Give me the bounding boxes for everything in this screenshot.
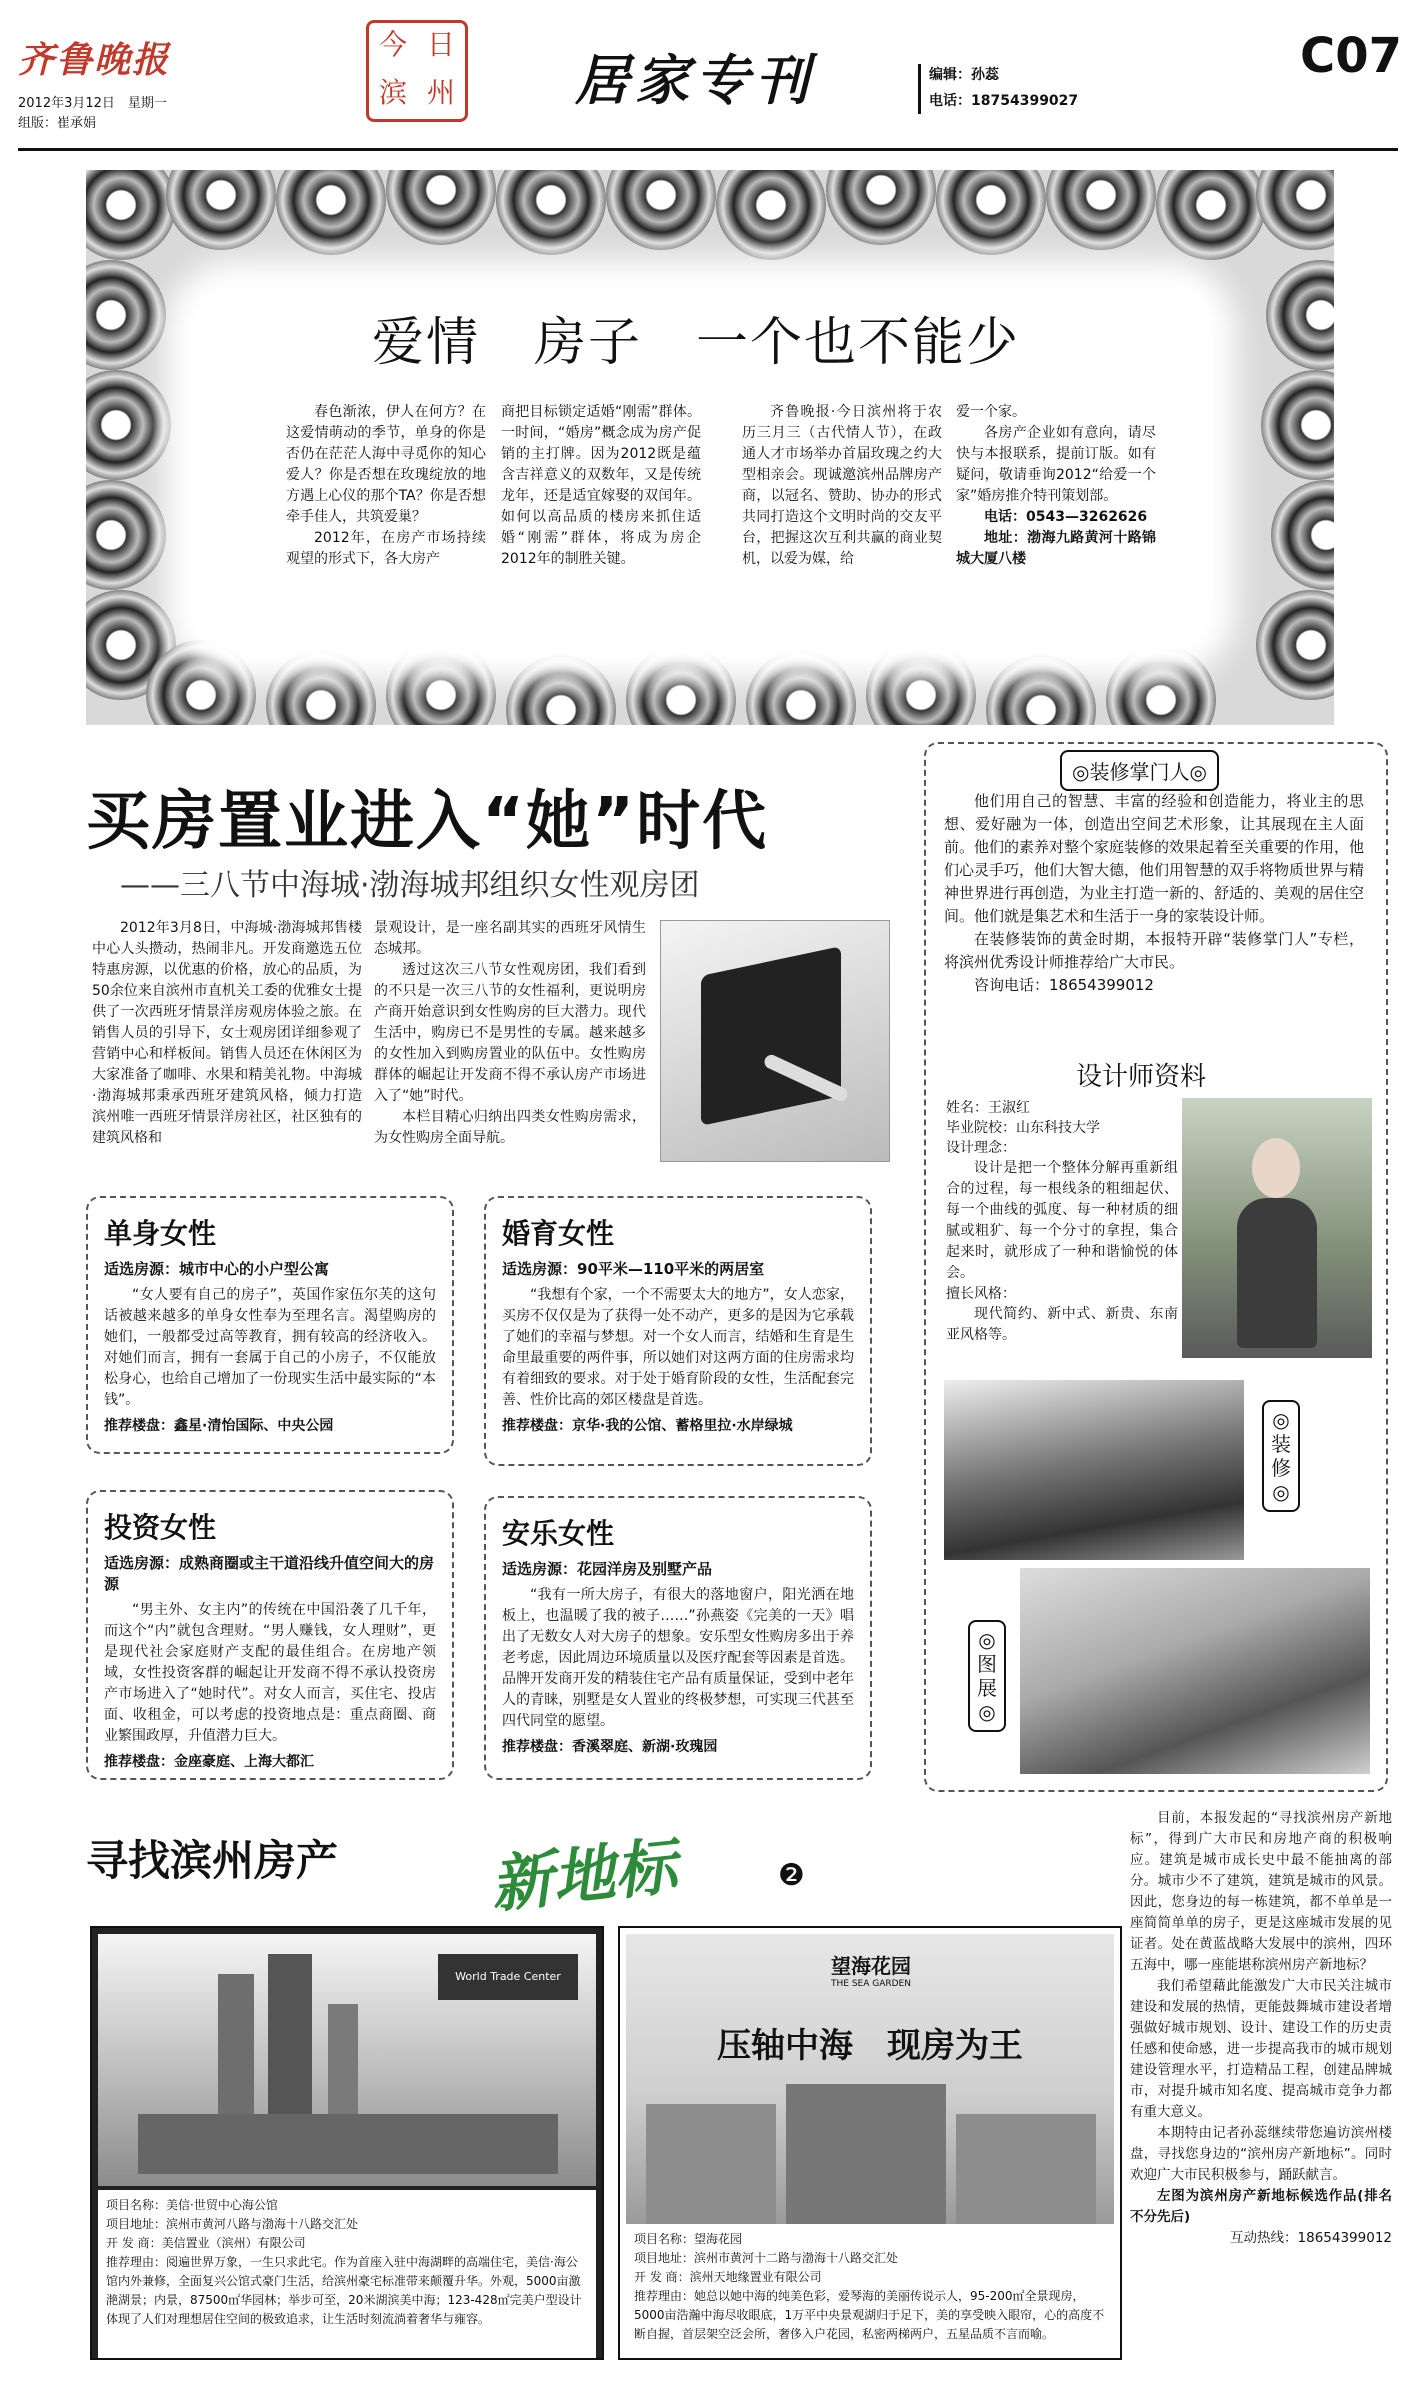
ad-field: 开 发 商：滨州天地缘置业有限公司 (634, 2270, 822, 2284)
category-body: “女人要有自己的房子”，英国作家伍尔芙的这句话被越来越多的单身女性奉为至理名言。渴望购房的她们，一般都受过高等教育，拥有较高的经济收入。对她们而言，拥有一套属于自己的小房子，不仅能放松身心，也给自己增加了一份现实生活中最实际的“本钱”。 (104, 1287, 436, 1408)
feature-para: 商把目标锁定适婚“刚需”群体。一时间，“婚房”概念成为房产促销的主打牌。因为2012既是蕴含吉祥意义的双数年，又是传统龙年，还是适宜嫁娶的双闰年。如何以高品质的楼房来抓住适婚“刚需”群体，将成为房企2012年的制胜关键。 (501, 404, 701, 567)
designer-school: 毕业院校：山东科技大学 (946, 1120, 1100, 1136)
designer-concept-label: 设计理念： (946, 1140, 1016, 1156)
sea-garden-logo-en: THE SEA GARDEN (831, 1979, 911, 1989)
designer-style-label: 擅长风格： (946, 1286, 1016, 1302)
her-era-headline: 买房置业进入“她”时代 (86, 785, 769, 859)
editor-name: 编辑：孙蕊 (929, 67, 999, 83)
wtc-logo (438, 1954, 578, 2000)
seal-char-4: 州 (426, 76, 455, 109)
feature-para: 2012年，在房产市场持续观望的形式下，各大房产 (286, 530, 486, 567)
landmark-script-title: 新地标 (487, 1829, 680, 1922)
designer-heading: 设计师资料 (1076, 1062, 1207, 1092)
category-box-single (86, 1196, 454, 1454)
ad-sea-garden-image (626, 1934, 1114, 2224)
feature-col-2 (501, 402, 701, 570)
ad-sea-garden-text (626, 2228, 1114, 2352)
interior-photo-2 (1020, 1568, 1370, 1774)
editor-box (918, 64, 1129, 114)
rose-image (276, 170, 386, 255)
landmark-headline: 寻找滨州房产 (86, 1836, 339, 1885)
sea-garden-logo-cn: 望海花园 (831, 1954, 911, 1978)
category-recommend: 推荐楼盘：京华·我的公馆、蓄格里拉·水岸绿城 (502, 1418, 793, 1434)
feature-para: 爱一个家。 (956, 404, 1026, 420)
section-title: 居家专刊 (575, 48, 815, 112)
designer-concept: 设计是把一个整体分解再重新组合的过程，每一根线条的粗细起伏、每一个曲线的弧度、每一种材质的细腻或粗犷、每一个分寸的拿捏，集合起来时，就形成了一种和谐愉悦的体会。 (946, 1160, 1178, 1281)
feature-col-4 (956, 402, 1156, 570)
rose-image (1046, 170, 1156, 250)
paper-name: 齐鲁晚报 (18, 39, 171, 81)
feature-col-3 (742, 402, 942, 570)
ad-wtc (90, 1926, 604, 2360)
category-body: “男主外、女主内”的传统在中国沿袭了几千年，而这个“内”就包含理财。“男人赚钱，女人理财”，更是现代社会家庭财产支配的最佳组合。在房地产领域，女性投资客群的崛起让开发商不得不承认投资房产市场进入了“她时代”。对女人而言，买住宅、投店面、收租金，可以考虑的投资地点是：重点商圈、商业繁围政厚，升值潜力巨大。 (104, 1602, 436, 1744)
building (646, 2104, 776, 2224)
rose-image (86, 480, 166, 590)
rose-image (86, 370, 171, 480)
key-box-shape (701, 946, 841, 1126)
landmark-para: 目前，本报发起的“寻找滨州房产新地标”，得到广大市民和房地产商的积极响应。建筑是城市成长史中最不能抽离的部分。城市少不了建筑，建筑是城市的风景。因此，您身边的每一栋建筑，都不单单是一座简简单单的房子，更是这座城市发展的见证者。处在黄蓝战略大发展中的滨州，四环五海中，哪一座能堪称滨州房产新地标？ (1130, 1810, 1392, 1973)
rose-image (746, 650, 856, 725)
rose-image (1256, 170, 1334, 250)
key-box-photo (660, 920, 890, 1162)
category-title: 安乐女性 (502, 1517, 615, 1550)
sea-garden-logo (816, 1950, 926, 1989)
rose-image (1261, 370, 1334, 480)
seal-char-2: 日 (426, 28, 455, 61)
feature-para: 各房产企业如有意向，请尽快与本报联系，提前订版。如有疑问，敬请垂询2012“给爱一个家”婚房推介特刊策划部。 (956, 425, 1156, 504)
designer-name: 姓名：王淑红 (946, 1100, 1030, 1116)
category-title: 投资女性 (104, 1511, 217, 1544)
ad-field: 项目名称：美信·世贸中心海公馆 (106, 2198, 278, 2212)
her-era-para: 2012年3月8日，中海城·渤海城邦售楼中心人头攒动，热闹非凡。开发商邀选五位特惠房源，以优惠的价格，放心的品质，为50余位来自滨州市直机关工委的优雅女士提供了一次西班牙情景洋房观房体验之旅。在销售人员的引导下，女士观房团详细参观了营销中心和样板间。销售人员还在休闲区为大家准备了咖啡、水果和精美礼物。中海城·渤海城邦秉承西班牙建筑风格，倾力打造滨州唯一西班牙情景洋房社区，社区独有的建筑风格和 (92, 920, 362, 1146)
sea-garden-slogan: 压轴中海 现房为王 (717, 2026, 1023, 2066)
feature-col-1 (286, 402, 486, 570)
landmark-para: 本期特由记者孙蕊继续带您遍访滨州楼盘，寻找您身边的“滨州房产新地标”。同时欢迎广大市民积极参与，踊跃献言。 (1130, 2125, 1392, 2183)
masthead-rule (18, 148, 1398, 151)
her-era-para: 本栏目精心归纳出四类女性购房需求，为女性购房全面导航。 (374, 1109, 646, 1146)
issue-date: 2012年3月12日 星期一 (18, 96, 167, 111)
feature-address: 地址：渤海九路黄河十路锦城大厦八楼 (956, 530, 1156, 567)
rose-image (866, 640, 976, 725)
designer-face (1252, 1138, 1300, 1198)
category-body: “我有一所大房子，有很大的落地窗户，阳光洒在地板上，也温暖了我的被子……”孙燕姿《完美的一天》唱出了无数女人对大房子的想象。安乐型女性购房多出于养老考虑，因此周边环境质量以及医疗配套等因素是首选。品牌开发商开发的精装住宅产品有质量保证，受到中老年人的青睐，别墅是女人置业的终极梦想，可实现三代甚至四代同堂的愿望。 (502, 1587, 854, 1729)
rose-image (1256, 590, 1334, 700)
landmark-number: ❷ (778, 1858, 805, 1893)
rose-image (86, 170, 176, 260)
building (786, 2084, 946, 2224)
her-era-subheadline: ——三八节中海城·渤海城邦组织女性观房团 (120, 868, 700, 903)
landmark-para: 左图为滨州房产新地标候选作品(排名不分先后) (1130, 2188, 1392, 2225)
ad-field: 项目名称：望海花园 (634, 2232, 743, 2246)
ad-field: 推荐理由：她总以她中海的纯美色彩，爱琴海的美丽传说示人，95-200㎡全景现房，5000亩浩瀚中海尽收眼底，1万平中央景观湖归于足下，美的享受映入眼帘，心的高度不断自握，首层架空泛会所，奢侈入户花园，私密两梯两户，五星品质不言而喻。 (634, 2289, 1105, 2341)
rose-image (166, 170, 276, 250)
category-title: 婚育女性 (502, 1217, 615, 1250)
decor-tag (1262, 1400, 1300, 1512)
rose-image (386, 170, 496, 245)
category-title: 单身女性 (104, 1217, 217, 1250)
rose-image (936, 170, 1046, 255)
her-era-para: 透过这次三八节女性观房团，我们看到的不只是一次三八节的女性福利，更说明房产商开始意识到女性购房的巨大潜力。现代生活中，购房已不是男性的专属。越来越多的女性加入到购房置业的队伍中。女性购房群体的崛起让开发商不得不承认房产市场进入了“她”时代。 (374, 962, 646, 1104)
decor-intro-para: 他们用自己的智慧、丰富的经验和创造能力，将业主的思想、爱好融为一体，创造出空间艺术形象，让其展现在主人面前。他们的素养对整个家庭装修的效果起着至关重要的作用，他们心灵手巧，他们大智大德，他们用智慧的双手将物质世界与精神世界进行再创造，为业主打造一新的、舒适的、美观的居住空间。他们就是集艺术和生活于一身的家装设计师。 (944, 792, 1365, 925)
ad-field: 项目地址：滨州市黄河八路与渤海十八路交汇处 (106, 2217, 359, 2231)
rose-image (716, 170, 826, 260)
feature-phone: 电话：0543—3262626 (984, 509, 1148, 525)
rose-image (826, 170, 936, 245)
category-recommend: 推荐楼盘：香溪翠庭、新湖·玫瑰园 (502, 1739, 718, 1755)
category-box-leisure (484, 1496, 872, 1780)
her-era-col-2 (374, 918, 646, 1149)
rose-image (1156, 170, 1266, 260)
category-box-invest (86, 1490, 454, 1780)
category-suitable: 适选房源：花园洋房及别墅产品 (502, 1560, 713, 1578)
rose-image (606, 170, 716, 250)
category-suitable: 适选房源：90平米—110平米的两居室 (502, 1260, 765, 1278)
page-code: C07 (1300, 28, 1403, 84)
ad-sea-garden (618, 1926, 1122, 2360)
rose-image (1106, 645, 1216, 725)
rose-image (86, 260, 166, 370)
decor-tag-text: ◎装修◎ (1271, 1408, 1291, 1504)
feature-para: 春色渐浓，伊人在何方？在这爱情萌动的季节，单身的你是否仍在茫茫人海中寻觅你的知心爱人？你是否想在玫瑰绽放的地方遇上心仪的那个TA？你是否想牵手佳人，共筑爱巢？ (286, 404, 486, 525)
gallery-tag-text: ◎图展◎ (977, 1628, 997, 1724)
category-suitable: 适选房源：城市中心的小户型公寓 (104, 1260, 330, 1278)
ad-wtc-text (98, 2190, 596, 2358)
category-recommend: 推荐楼盘：鑫星·清怡国际、中央公园 (104, 1418, 334, 1434)
ad-field: 项目地址：滨州市黄河十二路与渤海十八路交汇处 (634, 2251, 899, 2265)
rose-image (1266, 260, 1334, 370)
seal-char-3: 滨 (378, 76, 407, 109)
landmark-para: 我们希望藉此能激发广大市民关注城市建设和发展的热情，更能鼓舞城市建设者增强做好城市规划、设计、建设工作的历史责任感和使命感，进一步提高我市的城市规划建设管理水平，打造精品工程，创建品牌城市，对提升城市知名度、提高城市竞争力都有重大意义。 (1130, 1978, 1392, 2120)
ad-field: 开 发 商：美信置业（滨州）有限公司 (106, 2236, 306, 2250)
tower (138, 2114, 558, 2174)
rose-image (986, 655, 1096, 725)
rose-image (506, 655, 616, 725)
gallery-tag (968, 1620, 1006, 1732)
building (956, 2114, 1096, 2224)
landmark-hotline: 互动热线：18654399012 (1230, 2230, 1392, 2246)
rose-image (266, 650, 376, 725)
rose-image (386, 640, 496, 725)
seal-char-1: 今 (378, 28, 407, 61)
designer-info (946, 1098, 1178, 1346)
feature-headline: 爱情 房子 一个也不能少 (371, 313, 1020, 373)
ad-field: 推荐理由：阅遍世界万象，一生只求此宅。作为首座入驻中海湖畔的高端住宅，美信·海公馆内外兼修，全面复兴公馆式豪门生活，给滨州豪宅标准带来颠覆升华。外观，5000亩激滟湖景；内景，87500㎡华园林；举步可至，20米湖滨美中海；123-428㎡完美户型设计体现了人们对理想居住空间的极致追求，让生活时刻流淌着奢华与雍容。 (106, 2255, 582, 2326)
category-recommend: 推荐楼盘：金座豪庭、上海大都汇 (104, 1754, 314, 1770)
designer-style: 现代简约、新中式、新贵、东南亚风格等。 (946, 1306, 1178, 1343)
rose-image (626, 645, 736, 725)
rose-image (1271, 480, 1334, 590)
her-era-col-1 (92, 918, 362, 1149)
designer-photo (1182, 1098, 1372, 1358)
decor-hotline: 咨询电话：18654399012 (974, 976, 1154, 994)
category-body: “我想有个家，一个不需要太大的地方”，女人恋家，买房不仅仅是为了获得一处不动产，更多的是因为它承载了她们的幸福与梦想。对一个女人而言，结婚和生育是生命里最重要的两件事，所以她们对这两方面的住房需求均有着细致的要求。对于处于婚育阶段的女性，生活配套完善、性价比高的郊区楼盘是首选。 (502, 1287, 854, 1408)
interior-photo-1 (944, 1380, 1244, 1560)
editor-group: 组版：崔承娟 (18, 116, 97, 131)
category-suitable: 适选房源：成熟商圈或主干道沿线升值空间大的房源 (104, 1554, 435, 1593)
feature-para: 齐鲁晚报·今日滨州将于农历三月三（古代情人节），在政通人才市场举办首届玫瑰之约大型相亲会。现诚邀滨州品牌房产商，以冠名、赞助、协办的形式共同打造这个文明时尚的交友平台，把握这次互利共赢的商业契机，以爱为媒，给 (742, 404, 942, 567)
wtc-logo-text: World Trade Center (455, 1970, 561, 1983)
landmark-sidebar (1130, 1808, 1392, 2249)
ad-wtc-image (98, 1934, 596, 2186)
editor-phone: 电话：18754399027 (929, 93, 1079, 109)
designer-body (1237, 1198, 1317, 1348)
category-box-married (484, 1196, 872, 1466)
her-era-para: 景观设计，是一座名副其实的西班牙风情生态城邦。 (374, 920, 646, 957)
rose-image (496, 170, 606, 255)
decor-column-name: ◎装修掌门人◎ (1060, 750, 1219, 791)
feature-panel (86, 170, 1334, 725)
seal-logo (366, 20, 468, 122)
decor-intro (944, 790, 1364, 997)
decor-intro-para: 在装修装饰的黄金时期，本报特开辟“装修掌门人”专栏，将滨州优秀设计师推荐给广大市民。 (944, 930, 1364, 971)
